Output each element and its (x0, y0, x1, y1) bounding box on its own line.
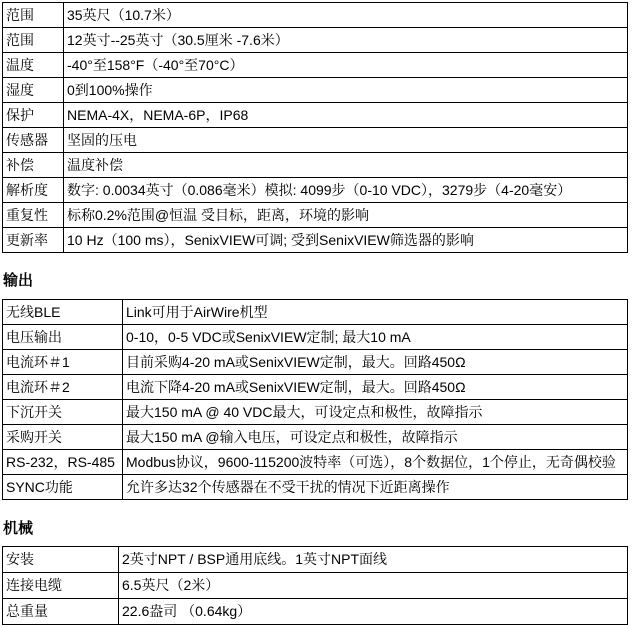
table-row (3, 547, 628, 573)
spec-value-cell: 0-10，0-5 VDC或SenixVIEW定制; 最大10 mA (123, 325, 628, 350)
spec-label-cell: 传感器 (3, 128, 64, 153)
spec-value-cell: Modbus协议，9600-115200波特率（可选），8个数据位，1个停止，无奇偶校验 (123, 450, 628, 475)
sensor-spec-table (2, 2, 628, 253)
table-row (3, 300, 628, 325)
table-row (3, 325, 628, 350)
table-row (3, 599, 628, 625)
table-row (3, 425, 628, 450)
spec-label-cell: 电流环＃2 (3, 375, 123, 400)
spec-value-cell: 允许多达32个传感器在不受干扰的情况下近距离操作 (123, 475, 628, 500)
spec-value-cell: 12英寸--25英寸（30.5厘米 -7.6米） (64, 28, 628, 53)
table-row (3, 228, 628, 253)
spec-value-cell: 标称0.2%范围@恒温 受目标，距离，环境的影响 (64, 203, 628, 228)
spec-label-cell: 温度 (3, 53, 64, 78)
spec-value-cell: 35英尺（10.7米） (64, 3, 628, 28)
table-row (3, 450, 628, 475)
table-row (3, 573, 628, 599)
table-row (3, 53, 628, 78)
table-row (3, 375, 628, 400)
spec-value-cell: 坚固的压电 (64, 128, 628, 153)
table-row (3, 78, 628, 103)
spec-label-cell: RS-232，RS-485 (3, 450, 123, 475)
spec-value-cell: Link可用于AirWire机型 (123, 300, 628, 325)
spec-label-cell: 补偿 (3, 153, 64, 178)
table-row (3, 178, 628, 203)
spec-value-cell: 电流下降4-20 mA或SenixVIEW定制，最大。回路450Ω (123, 375, 628, 400)
spec-label-cell: 安装 (3, 547, 119, 573)
mechanical-spec-table (2, 546, 628, 625)
table-row (3, 350, 628, 375)
table-row (3, 203, 628, 228)
spec-value-cell: NEMA-4X，NEMA-6P，IP68 (64, 103, 628, 128)
spec-value-cell: 2英寸NPT / BSP通用底线。1英寸NPT面线 (119, 547, 628, 573)
spec-label-cell: 范围 (3, 3, 64, 28)
spec-label-cell: 重复性 (3, 203, 64, 228)
spec-value-cell: 6.5英尺（2米） (119, 573, 628, 599)
spec-label-cell: 范围 (3, 28, 64, 53)
table-row (3, 128, 628, 153)
spec-label-cell: 电流环＃1 (3, 350, 123, 375)
section-heading-output: 输出 (3, 272, 34, 289)
spec-value-cell: 最大150 mA @ 40 VDC最大，可设定点和极性，故障指示 (123, 400, 628, 425)
spec-label-cell: 连接电缆 (3, 573, 119, 599)
spec-label-cell: 解析度 (3, 178, 64, 203)
spec-value-cell: 22.6盎司 （0.64kg） (119, 599, 628, 625)
spec-value-cell: 10 Hz（100 ms），SenixVIEW可调; 受到SenixVIEW筛选器的影响 (64, 228, 628, 253)
spec-label-cell: SYNC功能 (3, 475, 123, 500)
spec-label-cell: 保护 (3, 103, 64, 128)
spec-value-cell: 温度补偿 (64, 153, 628, 178)
spec-label-cell: 总重量 (3, 599, 119, 625)
spec-value-cell: -40°至158°F（-40°至70°C） (64, 53, 628, 78)
table-row (3, 400, 628, 425)
table-row (3, 103, 628, 128)
spec-label-cell: 更新率 (3, 228, 64, 253)
table-row (3, 28, 628, 53)
spec-value-cell: 0到100%操作 (64, 78, 628, 103)
output-spec-table (2, 299, 628, 500)
spec-label-cell: 下沉开关 (3, 400, 123, 425)
section-heading-mechanical: 机械 (3, 520, 34, 537)
spec-label-cell: 无线BLE (3, 300, 123, 325)
spec-label-cell: 湿度 (3, 78, 64, 103)
spec-value-cell: 最大150 mA @输入电压，可设定点和极性，故障指示 (123, 425, 628, 450)
table-row (3, 3, 628, 28)
spec-label-cell: 采购开关 (3, 425, 123, 450)
table-row (3, 153, 628, 178)
spec-label-cell: 电压输出 (3, 325, 123, 350)
spec-value-cell: 数字: 0.0034英寸（0.086毫米）模拟: 4099步（0-10 VDC），3279步（4-20毫安） (64, 178, 628, 203)
table-row (3, 475, 628, 500)
spec-value-cell: 目前采购4-20 mA或SenixVIEW定制，最大。回路450Ω (123, 350, 628, 375)
